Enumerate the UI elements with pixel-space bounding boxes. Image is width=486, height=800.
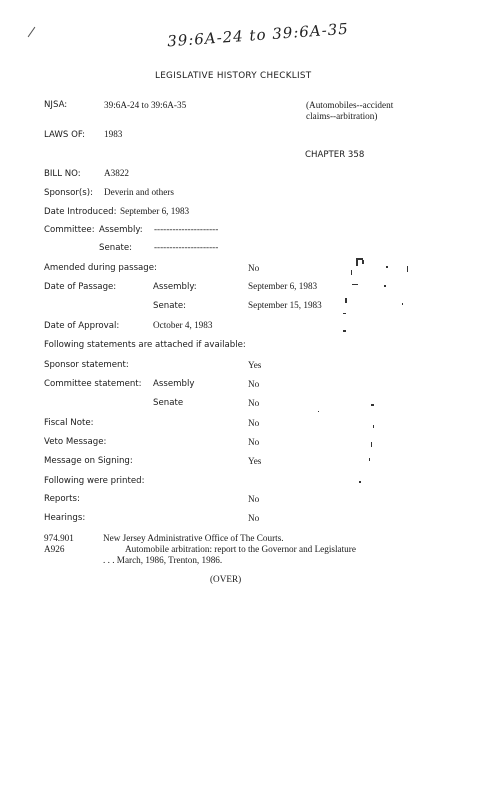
citation-line-1: New Jersey Administrative Office of The Courts. xyxy=(103,533,284,543)
fiscal-note-value: No xyxy=(248,418,260,428)
hearings-value: No xyxy=(248,513,260,523)
passage-senate-value: September 15, 1983 xyxy=(248,300,322,310)
call-number-1: 974.901 xyxy=(44,533,74,543)
pen-mark xyxy=(28,27,36,37)
citation-line-3: . . . March, 1986, Trenton, 1986. xyxy=(103,555,223,565)
approval-value: October 4, 1983 xyxy=(153,320,213,330)
passage-assembly-label: Assembly: xyxy=(153,282,197,292)
fiscal-note-label: Fiscal Note: xyxy=(44,418,94,428)
passage-label: Date of Passage: xyxy=(44,282,117,292)
handwritten-title: 39:6A-24 to 39:6A-35 xyxy=(166,19,350,51)
citation-line-2: Automobile arbitration: report to the Governor and Legislature xyxy=(125,544,356,554)
subject-line-2: claims--arbitration) xyxy=(306,111,378,121)
committee-label: Committee: xyxy=(44,225,95,235)
subject-line-1: (Automobiles--accident xyxy=(306,100,394,110)
committee-assembly-label: Assembly: xyxy=(99,225,143,235)
date-introduced-value: September 6, 1983 xyxy=(120,206,190,216)
passage-assembly-value: September 6, 1983 xyxy=(248,281,318,291)
committee-senate-value: --------------------- xyxy=(154,242,219,252)
bill-no-value: A3822 xyxy=(104,168,130,178)
committee-statement-assembly-value: No xyxy=(248,379,260,389)
committee-statement-assembly-label: Assembly xyxy=(153,379,195,389)
page-title: LEGISLATIVE HISTORY CHECKLIST xyxy=(155,71,312,81)
sponsor-statement-value: Yes xyxy=(248,360,262,370)
laws-of-value: 1983 xyxy=(104,129,123,139)
sponsor-statement-label: Sponsor statement: xyxy=(44,360,129,370)
hearings-label: Hearings: xyxy=(44,513,86,523)
committee-senate-label: Senate: xyxy=(99,243,133,253)
passage-senate-label: Senate: xyxy=(153,301,187,311)
following-statements: Following statements are attached if available: xyxy=(44,340,246,350)
committee-statement-label: Committee statement: xyxy=(44,379,142,389)
following-printed: Following were printed: xyxy=(44,476,145,486)
chapter: CHAPTER 358 xyxy=(305,150,365,160)
message-signing-label: Message on Signing: xyxy=(44,456,133,466)
approval-label: Date of Approval: xyxy=(44,321,120,331)
njsa-value: 39:6A-24 to 39:6A-35 xyxy=(104,100,187,110)
date-introduced-label: Date Introduced: xyxy=(44,207,117,217)
call-number-2: A926 xyxy=(44,544,65,554)
laws-of-label: LAWS OF: xyxy=(44,130,86,140)
sponsors-label: Sponsor(s): xyxy=(44,188,93,198)
njsa-label: NJSA: xyxy=(44,100,68,110)
reports-value: No xyxy=(248,494,260,504)
bill-no-label: BILL NO: xyxy=(44,169,81,179)
amended-value: No xyxy=(248,263,260,273)
over-note: (OVER) xyxy=(210,574,242,584)
committee-statement-senate-value: No xyxy=(248,398,260,408)
sponsors-value: Deverin and others xyxy=(104,187,174,197)
reports-label: Reports: xyxy=(44,494,80,504)
veto-message-label: Veto Message: xyxy=(44,437,107,447)
veto-message-value: No xyxy=(248,437,260,447)
amended-label: Amended during passage: xyxy=(44,263,157,273)
committee-assembly-value: --------------------- xyxy=(154,224,219,234)
committee-statement-senate-label: Senate xyxy=(153,398,184,408)
message-signing-value: Yes xyxy=(248,456,262,466)
